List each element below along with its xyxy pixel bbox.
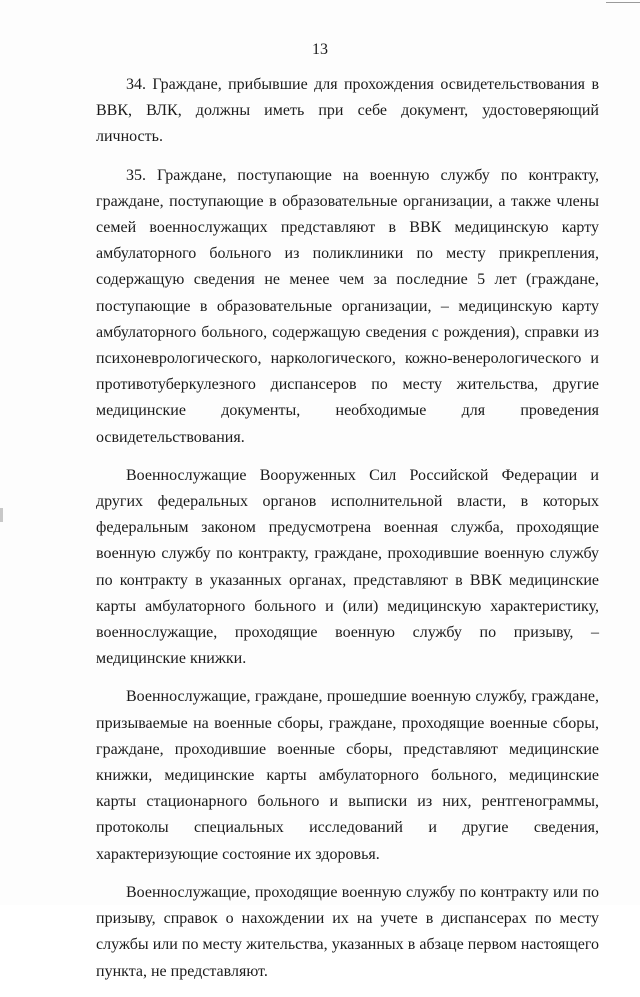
document-body [96,72,599,997]
scan-margin-mark [0,508,3,522]
top-edge-rule [606,2,640,3]
page-number: 13 [312,41,328,58]
paragraph-dispensary-certificates: Военнослужащие, проходящие военную службу по контракту или по призыву, справок о нахождении их на учете в диспансерах по месту службы или по месту жительства, указанных в абзаце первом настоящего пункта, не представляют. [96,883,599,980]
paragraph-item-34: 34. Граждане, прибывшие для прохождения освидетельствования в ВВК, ВЛК, должны иметь при себе документ, удостоверяющий личность. [96,76,599,146]
paragraph-military-records: Военнослужащие Вооруженных Сил Российской Федерации и других федеральных органов исполнительной власти, в которых федеральным законом предусмотрена военная служба, проходящие военную службу по контракту, граждане, проходившие военную службу по контракту в указанных органах, представляют в ВВК медицинские карты амбулаторного больного и (или) медицинскую характеристику, военнослужащие, проходящие военную службу по призыву, – медицинские книжки. [96,466,599,668]
paragraph-item-35: 35. Граждане, поступающие на военную службу по контракту, граждане, поступающие в образовательные организации, а также члены семей военнослужащих представляют в ВВК медицинскую карту амбулаторного больного из поликлиники по месту прикрепления, содержащую сведения не менее чем за последние 5 лет (граждане, поступающие в образовательные организации, – медицинскую карту амбулаторного больного, содержащую сведения с рождения), справки из психоневрологического, наркологического, кожно-венерологического и противотуберкулезного диспансеров по месту жительства, другие медицинские документы, необходимые для проведения освидетельствования. [96,166,599,446]
paragraph-medical-documents: Военнослужащие, граждане, прошедшие военную службу, граждане, призываемые на военные сборы, граждане, проходящие военные сборы, граждане, проходившие военные сборы, представляют медицинские книжки, медицинские карты амбулаторного больного, медицинские карты стационарного больного и выписки из них, рентгенограммы, протоколы специальных исследований и другие сведения, характеризующие состояние их здоровья. [96,688,599,863]
